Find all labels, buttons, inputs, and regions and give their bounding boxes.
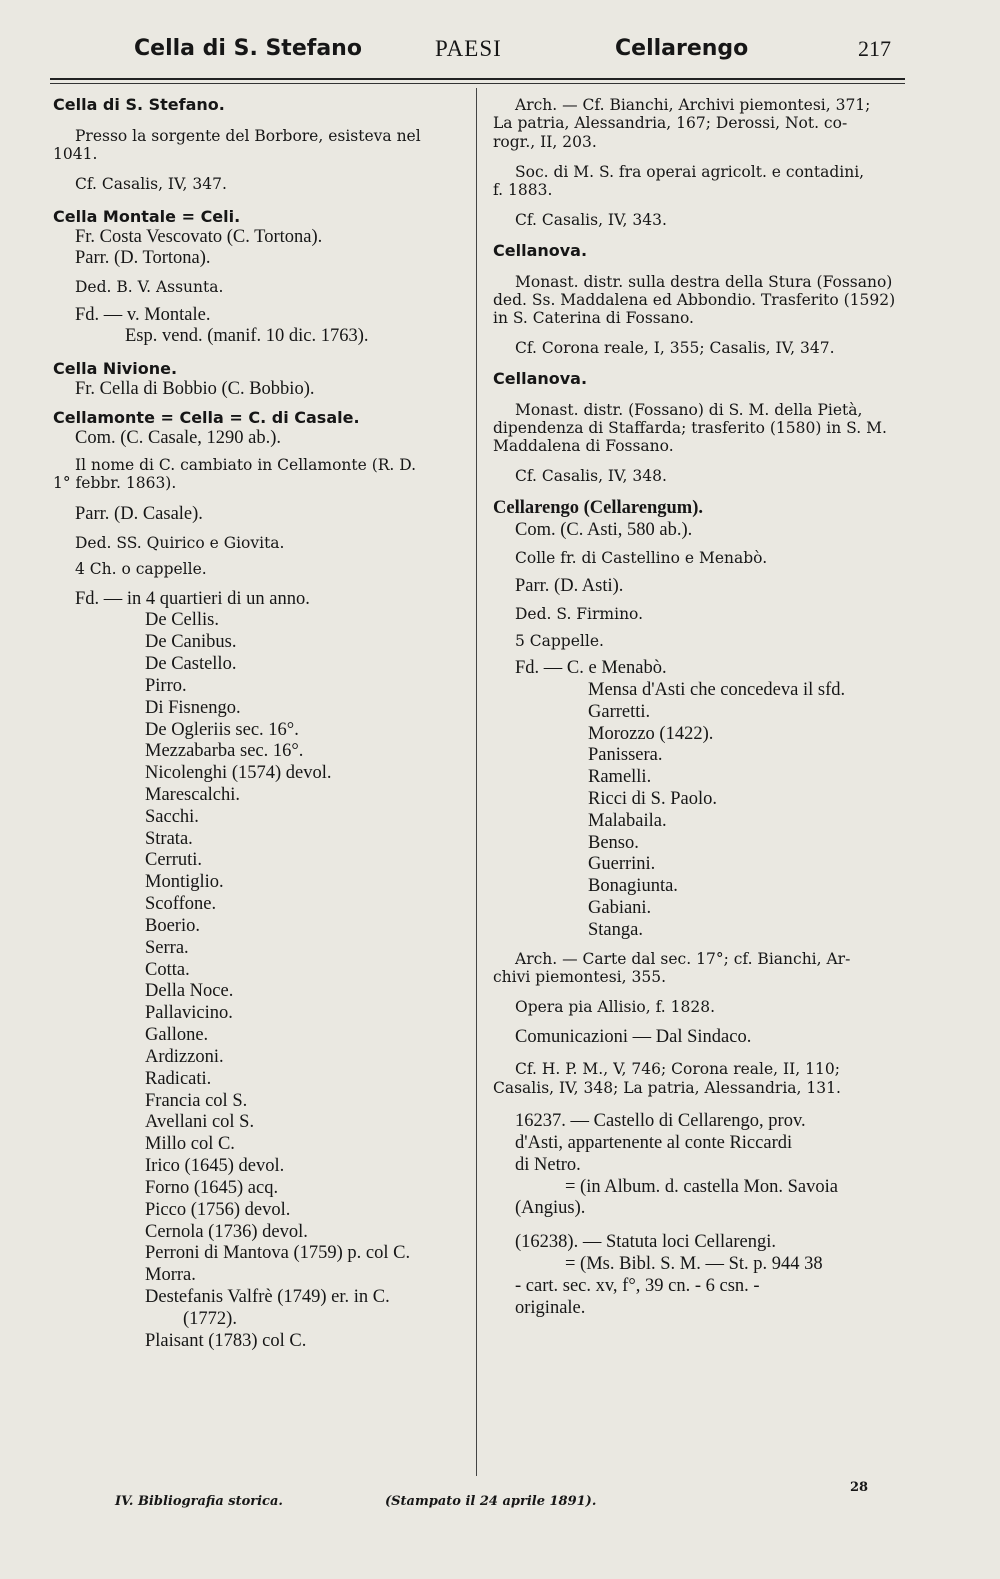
text-line: Colle fr. di Castellino e Menabò. — [515, 549, 768, 568]
spacer — [493, 624, 911, 632]
header-rule-thin — [50, 83, 905, 84]
text-line: Cotta. — [145, 959, 190, 980]
spacer — [493, 199, 911, 211]
text-line: Sacchi. — [145, 806, 199, 827]
text-line: Arch. — Cf. Bianchi, Archivi piemontesi, 371; — [515, 96, 871, 114]
spacer — [493, 1220, 911, 1232]
text-line: Cernola (1736) devol. — [145, 1221, 308, 1242]
text-line: Morozzo (1422). — [588, 723, 714, 744]
text-line: Comunicazioni — Dal Sindaco. — [515, 1026, 752, 1047]
text-line: De Ogleriis sec. 16°. — [145, 719, 299, 740]
text-line: Forno (1645) acq. — [145, 1177, 279, 1198]
text-line: Picco (1756) devol. — [145, 1199, 291, 1220]
spacer — [493, 389, 911, 401]
text-line: Cf. Corona reale, I, 355; Casalis, IV, 347. — [515, 339, 835, 358]
text-line: 1° febbr. 1863). — [53, 473, 177, 492]
footer-center: (Stampato il 24 aprile 1891). — [385, 1494, 597, 1509]
text-line: = (in Album. d. castella Mon. Savoia — [565, 1176, 838, 1197]
text-line: Radicati. — [145, 1068, 212, 1089]
text-line: = (Ms. Bibl. S. M. — St. p. 944 38 — [565, 1253, 823, 1274]
text-line: Presso la sorgente del Borbore, esisteva nel — [75, 126, 421, 145]
text-line: Della Noce. — [145, 981, 234, 1002]
text-line: Monast. distr. sulla destra della Stura (Fossano) — [515, 272, 893, 291]
text-line: Cf. H. P. M., V, 746; Corona reale, II, 110; — [515, 1060, 840, 1079]
left-column — [53, 96, 471, 1353]
text-line: Montiglio. — [145, 872, 224, 893]
text-line: Cella Nivione. — [53, 359, 178, 379]
text-line: Di Fisnengo. — [145, 697, 241, 718]
spacer — [493, 597, 911, 605]
spacer — [493, 1017, 911, 1027]
text-line: Perroni di Mantova (1759) p. col C. — [145, 1243, 411, 1264]
spacer — [493, 358, 911, 370]
spacer — [493, 230, 911, 242]
text-line: d'Asti, appartenente al conte Riccardi — [515, 1132, 793, 1153]
right-column — [493, 96, 911, 1319]
text-line: Parr. (D. Tortona). — [75, 248, 211, 269]
text-line: Soc. di M. S. fra operai agricolt. e contadini, — [515, 162, 865, 181]
spacer — [493, 1097, 911, 1111]
footer-left: IV. Bibliografia storica. — [115, 1494, 283, 1509]
text-line: De Canibus. — [145, 632, 237, 653]
header-rule — [50, 78, 905, 80]
spacer — [493, 986, 911, 998]
text-line: Parr. (D. Casale). — [75, 504, 203, 525]
text-line: Cellanova. — [493, 240, 588, 260]
text-line: Marescalchi. — [145, 785, 241, 805]
text-line: Parr. (D. Asti). — [515, 575, 624, 596]
text-line: rogr., II, 203. — [493, 132, 597, 151]
spacer — [53, 552, 471, 560]
text-line: 1041. — [53, 145, 98, 164]
text-line: Nicolenghi (1574) devol. — [145, 763, 332, 784]
spacer — [53, 194, 471, 208]
spacer — [493, 1048, 911, 1060]
text-line: Monast. distr. (Fossano) di S. M. della Pietà, — [515, 400, 863, 419]
spacer — [493, 942, 911, 950]
text-line: Cellanova. — [493, 368, 588, 388]
text-line: Fr. Cella di Bobbio (C. Bobbio). — [75, 379, 315, 400]
text-line: 4 Ch. o cappelle. — [75, 560, 207, 579]
text-line: Mensa d'Asti che concedeva il sfd. — [588, 679, 846, 700]
text-line: dipendenza di Staffarda; trasferito (1580) in S. M. — [493, 418, 887, 437]
spacer — [493, 568, 911, 576]
spacer — [53, 526, 471, 534]
text-line: De Castello. — [145, 654, 237, 675]
text-line: Ded. S. Firmino. — [515, 605, 644, 624]
text-line: Il nome di C. cambiato in Cellamonte (R. D. — [75, 455, 417, 474]
text-line: Fd. — in 4 quartieri di un anno. — [75, 588, 310, 609]
text-line: Pirro. — [145, 675, 187, 696]
text-line: Benso. — [588, 832, 639, 853]
text-line: Ded. B. V. Assunta. — [75, 278, 224, 297]
column-divider — [476, 88, 477, 1476]
text-line: Fd. — C. e Menabò. — [515, 658, 667, 679]
spacer — [53, 492, 471, 504]
text-line: Morra. — [145, 1265, 196, 1286]
text-line: La patria, Alessandria, 167; Derossi, Not. co- — [493, 114, 848, 133]
text-line: Maddalena di Fossano. — [493, 437, 674, 456]
text-line: Avellani col S. — [145, 1112, 255, 1133]
text-line: Serra. — [145, 937, 189, 958]
text-line: Irico (1645) devol. — [145, 1156, 285, 1177]
header-center: PAESI — [435, 36, 502, 61]
text-line: De Cellis. — [145, 610, 219, 631]
text-line: Cellarengo (Cellarengum). — [493, 497, 703, 518]
spacer — [493, 650, 911, 658]
text-line: Gallone. — [145, 1025, 209, 1046]
text-line: - cart. sec. xv, f°, 39 cn. - 6 csn. - — [515, 1275, 760, 1296]
spacer — [53, 297, 471, 305]
text-line: Strata. — [145, 828, 193, 849]
text-line: Fd. — v. Montale. — [75, 304, 211, 325]
text-line: (16238). — Statuta loci Cellarengi. — [515, 1232, 776, 1253]
text-line: Casalis, IV, 348; La patria, Alessandria, 131. — [493, 1078, 841, 1097]
text-line: Ramelli. — [588, 767, 652, 788]
text-line: Com. (C. Asti, 580 ab.). — [515, 519, 693, 540]
text-line: Bonagiunta. — [588, 876, 678, 897]
text-line: Ardizzoni. — [145, 1046, 224, 1067]
text-line: Pallavicino. — [145, 1003, 233, 1024]
spacer — [493, 327, 911, 339]
text-line: Boerio. — [145, 915, 200, 936]
text-line: Fr. Costa Vescovato (C. Tortona). — [75, 226, 323, 247]
text-line: Cellamonte = Cella = C. di Casale. — [53, 407, 360, 427]
text-line: Opera pia Allisio, f. 1828. — [515, 998, 716, 1017]
text-line: 5 Cappelle. — [515, 631, 604, 650]
text-line: Cf. Casalis, IV, 348. — [515, 467, 667, 486]
text-line: Ricci di S. Paolo. — [588, 788, 717, 809]
text-line: Malabaila. — [588, 810, 667, 831]
spacer — [53, 270, 471, 278]
signature-mark: 28 — [850, 1480, 869, 1495]
text-line: Garretti. — [588, 701, 651, 722]
text-line: Cf. Casalis, IV, 343. — [515, 211, 667, 230]
text-line: chivi piemontesi, 355. — [493, 968, 667, 987]
text-line: Gabiani. — [588, 898, 652, 919]
header-right: Cellarengo — [615, 36, 749, 61]
text-line: Cerruti. — [145, 850, 203, 871]
spacer — [53, 163, 471, 175]
text-line: Cf. Casalis, IV, 347. — [75, 175, 227, 194]
page-number: 217 — [858, 36, 891, 61]
text-line: Destefanis Valfrè (1749) er. in C. — [145, 1287, 390, 1308]
text-line: f. 1883. — [493, 181, 553, 200]
spacer — [493, 151, 911, 163]
text-line: Cella Montale = Celi. — [53, 206, 241, 226]
text-line: Plaisant (1783) col C. — [145, 1330, 307, 1351]
text-line: Com. (C. Casale, 1290 ab.). — [75, 427, 282, 448]
text-line: Esp. vend. (manif. 10 dic. 1763). — [125, 326, 369, 347]
text-line: Ded. SS. Quirico e Giovita. — [75, 533, 285, 552]
text-line: Scoffone. — [145, 894, 217, 915]
text-line: (Angius). — [515, 1198, 586, 1219]
text-line: Millo col C. — [145, 1134, 235, 1155]
text-line: 16237. — Castello di Cellarengo, prov. — [515, 1111, 806, 1132]
spacer — [53, 579, 471, 589]
text-line: Francia col S. — [145, 1090, 248, 1111]
text-line: ded. Ss. Maddalena ed Abbondio. Trasferito (1592) — [493, 290, 896, 309]
spacer — [493, 486, 911, 498]
text-line: Cella di S. Stefano. — [53, 95, 225, 114]
text-line: Panissera. — [588, 745, 663, 766]
spacer — [493, 541, 911, 549]
text-line: (1772). — [183, 1308, 237, 1329]
text-line: originale. — [515, 1297, 586, 1318]
text-line: Arch. — Carte dal sec. 17°; cf. Bianchi, Ar- — [515, 949, 851, 968]
spacer — [53, 115, 471, 127]
text-line: di Netro. — [515, 1154, 581, 1175]
text-line: Stanga. — [588, 919, 643, 940]
text-line: Guerrini. — [588, 854, 656, 875]
running-head — [50, 30, 905, 70]
spacer — [493, 261, 911, 273]
text-line: in S. Caterina di Fossano. — [493, 309, 694, 328]
spacer — [493, 455, 911, 467]
text-line: Mezzabarba sec. 16°. — [145, 741, 304, 762]
header-left: Cella di S. Stefano — [134, 36, 362, 61]
